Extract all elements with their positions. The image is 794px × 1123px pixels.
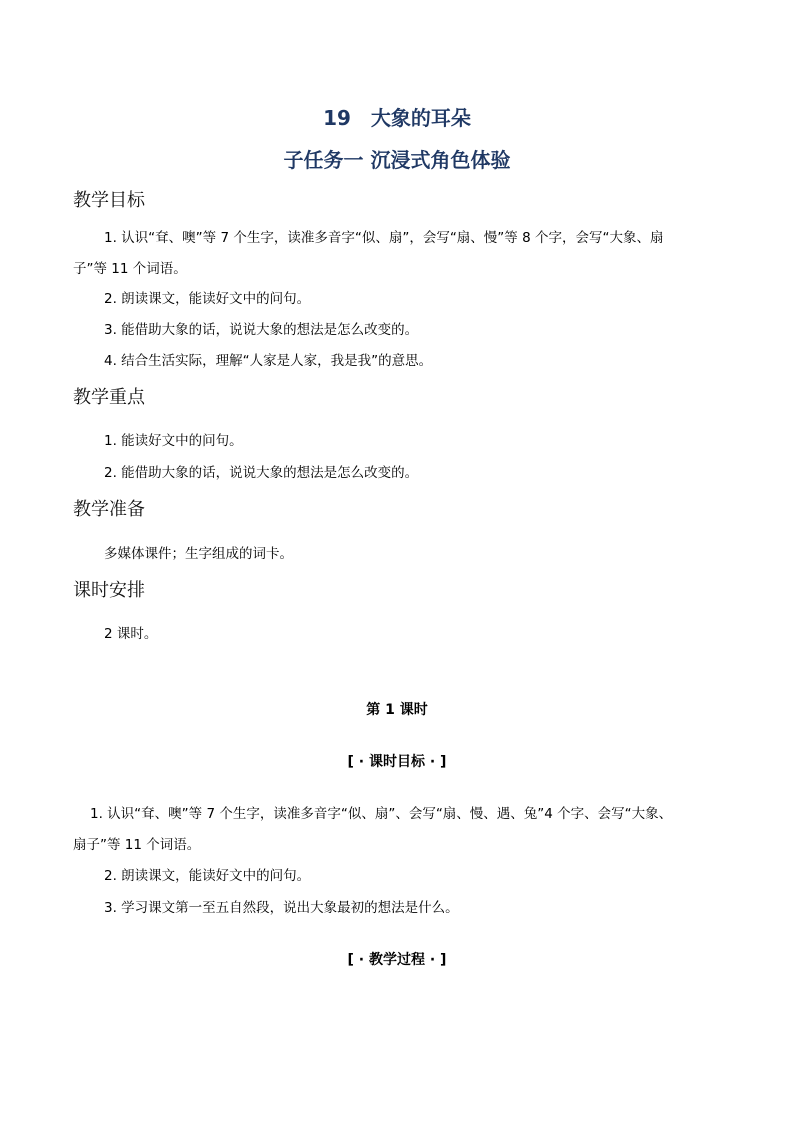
key-point-item-1: 1. 能读好文中的问句。 [104,433,243,449]
document-subtitle: 子任务一 沉浸式角色体验 [283,148,511,172]
section-heading-schedule: 课时安排 [73,580,145,601]
preparation-text: 多媒体课件；生字组成的词卡。 [104,546,293,562]
lesson-process-label: [ · 教学过程 · ] [347,952,447,968]
section-heading-key-points: 教学重点 [73,387,145,408]
lesson-goal-item-1: 1. 认识“耷、噢”等 7 个生字，读准多音字“似、扇”、会写“扇、慢、遇、兔”4 个字、会写“大象、 [90,806,673,822]
lesson-goal-item-3: 3. 学习课文第一至五自然段，说出大象最初的想法是什么。 [104,900,459,916]
goal-item-1-continued: 子”等 11 个词语。 [73,261,187,277]
lesson-goals-label: [ · 课时目标 · ] [347,754,447,770]
section-heading-goals: 教学目标 [73,190,145,211]
document-title: 19 大象的耳朵 [323,106,471,130]
goal-item-2: 2. 朗读课文，能读好文中的问句。 [104,291,311,307]
goal-item-4: 4. 结合生活实际，理解“人家是人家，我是我”的意思。 [104,353,433,369]
key-point-item-2: 2. 能借助大象的话，说说大象的想法是怎么改变的。 [104,465,419,481]
lesson-goal-item-1-continued: 扇子”等 11 个词语。 [73,837,201,853]
section-heading-preparation: 教学准备 [73,499,145,520]
lesson-title: 第 1 课时 [366,702,428,718]
goal-item-1: 1. 认识“耷、噢”等 7 个生字，读准多音字“似、扇”，会写“扇、慢”等 8 个字，会写“大象、扇 [104,230,664,246]
schedule-text: 2 课时。 [104,626,158,642]
goal-item-3: 3. 能借助大象的话，说说大象的想法是怎么改变的。 [104,322,419,338]
lesson-goal-item-2: 2. 朗读课文，能读好文中的问句。 [104,868,311,884]
